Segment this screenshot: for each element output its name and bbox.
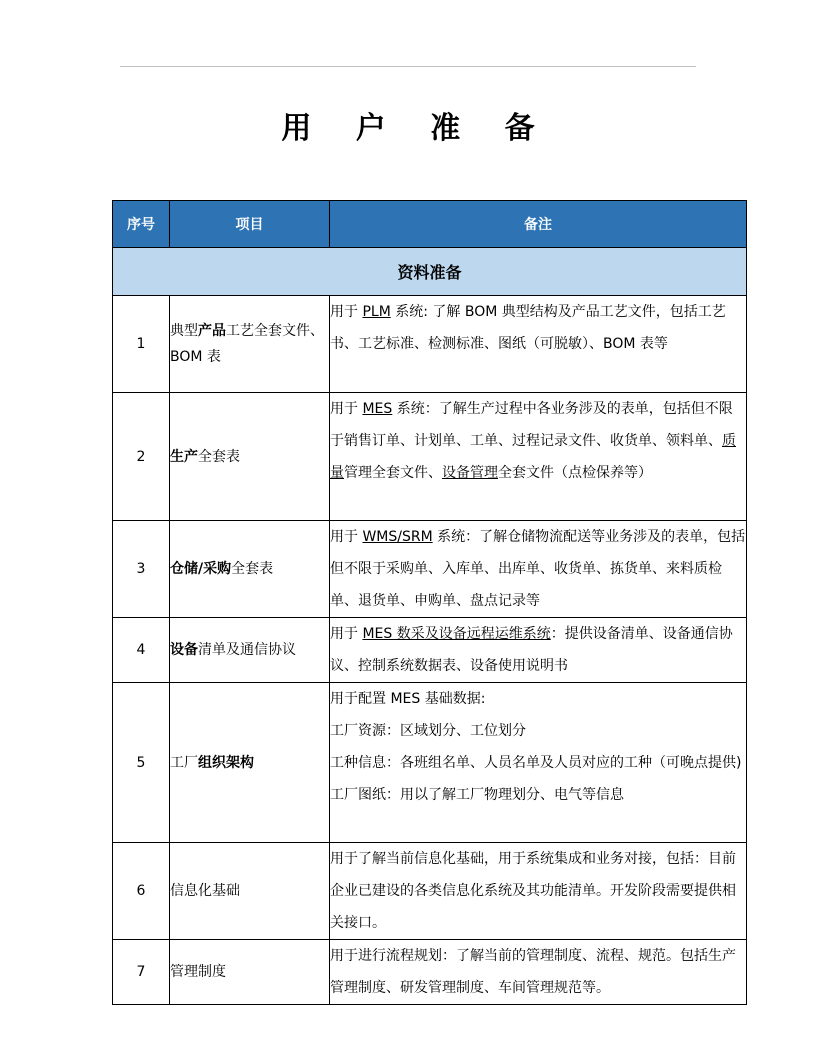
header-no: 序号 <box>113 201 170 248</box>
row-note: 用于 MES 数采及设备远程运维系统：提供设备清单、设备通信协议、控制系统数据表、设备使用说明书 <box>330 618 747 683</box>
row-item: 设备清单及通信协议 <box>170 618 330 683</box>
row-item: 生产全套表 <box>170 393 330 521</box>
row-number: 5 <box>113 683 170 843</box>
row-number: 6 <box>113 843 170 940</box>
header-note: 备注 <box>330 201 747 248</box>
table-row <box>113 618 747 683</box>
row-item: 信息化基础 <box>170 843 330 940</box>
table-row <box>113 296 747 393</box>
row-note: 用于 PLM 系统: 了解 BOM 典型结构及产品工艺文件，包括工艺书、工艺标准、检测标准、图纸（可脱敏）、BOM 表等 <box>330 296 747 393</box>
section-title: 资料准备 <box>113 248 747 296</box>
row-note: 用于 WMS/SRM 系统：了解仓储物流配送等业务涉及的表单，包括但不限于采购单、入库单、出库单、收货单、拣货单、来料质检单、退货单、申购单、盘点记录等 <box>330 521 747 618</box>
row-note: 用于进行流程规划：了解当前的管理制度、流程、规范。包括生产管理制度、研发管理制度、车间管理规范等。 <box>330 940 747 1005</box>
row-number: 4 <box>113 618 170 683</box>
note-line: 用于配置 MES 基础数据: <box>330 691 486 707</box>
note-line: 工厂图纸：用以了解工厂物理划分、电气等信息 <box>330 787 624 803</box>
row-number: 1 <box>113 296 170 393</box>
row-number: 3 <box>113 521 170 618</box>
note-line: 工厂资源：区域划分、工位划分 <box>330 723 526 739</box>
row-item: 典型产品工艺全套文件、BOM 表 <box>170 296 330 393</box>
row-item: 管理制度 <box>170 940 330 1005</box>
table-row <box>113 521 747 618</box>
table-row <box>113 393 747 521</box>
row-note: 用于 MES 系统：了解生产过程中各业务涉及的表单，包括但不限于销售订单、计划单、工单、过程记录文件、收货单、领料单、质量管理全套文件、设备管理全套文件（点检保养等） <box>330 393 747 521</box>
row-item: 仓储/采购全套表 <box>170 521 330 618</box>
row-number: 7 <box>113 940 170 1005</box>
section-row <box>113 248 747 296</box>
row-number: 2 <box>113 393 170 521</box>
table-header-row <box>113 201 747 248</box>
header-rule <box>120 66 696 67</box>
table-row <box>113 683 747 843</box>
preparation-table <box>112 200 747 1005</box>
row-note: 用于了解当前信息化基础，用于系统集成和业务对接，包括：目前企业已建设的各类信息化系统及其功能清单。开发阶段需要提供相关接口。 <box>330 843 747 940</box>
table-row <box>113 843 747 940</box>
row-note <box>330 683 747 843</box>
note-line: 工种信息：各班组名单、人员名单及人员对应的工种（可晚点提供) <box>330 755 742 771</box>
header-item: 项目 <box>170 201 330 248</box>
row-item: 工厂组织架构 <box>170 683 330 843</box>
page-title: 用 户 准 备 <box>281 111 552 146</box>
table-row <box>113 940 747 1005</box>
